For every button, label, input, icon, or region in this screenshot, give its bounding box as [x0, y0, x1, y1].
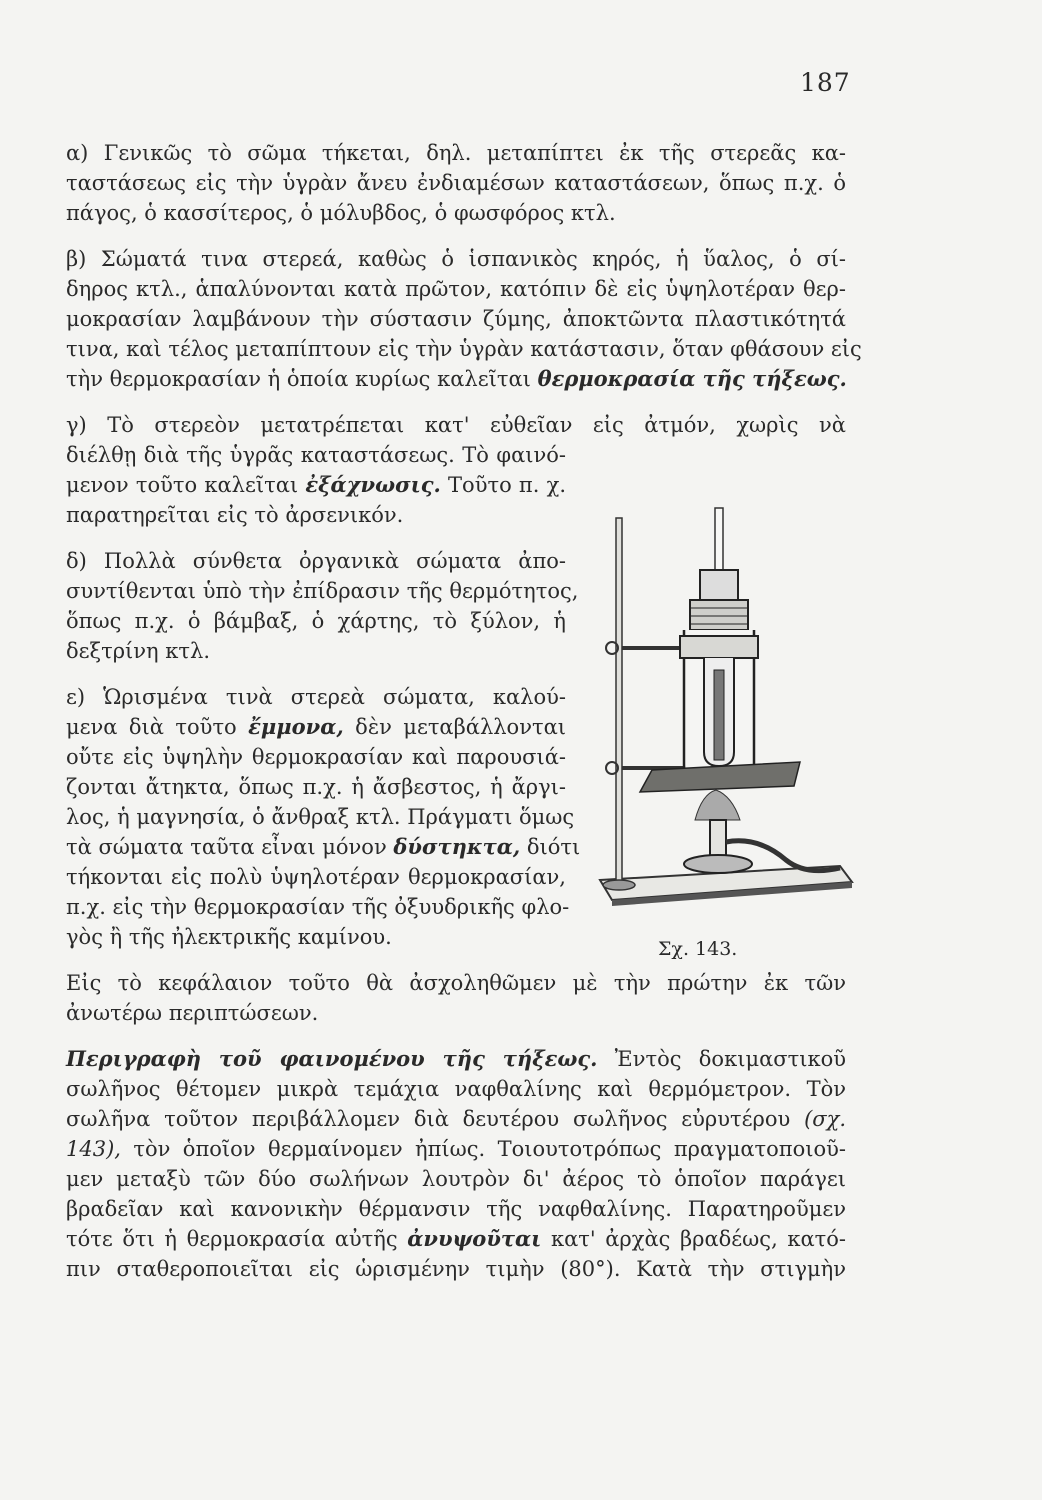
- text-line: [66, 1104, 846, 1134]
- text-line: δ) Πολλὰ σύνθετα ὀργανικὰ σώματα ἀπο-: [66, 549, 566, 573]
- text-segment: τὸν ὁποῖον θερμαίνομεν ἠπίως. Τοιουτοτρόπως πραγματοποιοῦ-: [133, 1137, 846, 1161]
- bunsen-burner: [684, 820, 840, 873]
- text-line: ὅπως π.χ. ὁ βάμβαξ, ὁ χάρτης, τὸ ξύλον, ἡ: [66, 609, 566, 633]
- text-segment: τὰ σώματα ταῦτα εἶναι μόνον: [66, 835, 387, 859]
- text-line: [66, 1044, 846, 1074]
- text-segment: τότε ὅτι ἡ θερμοκρασία αὐτῆς: [66, 1227, 398, 1251]
- section-heading: Περιγραφὴ τοῦ φαινομένου τῆς τήξεως.: [66, 1046, 598, 1071]
- text-line: παρατηρεῖται εἰς τὸ ἀρσενικόν.: [66, 503, 404, 527]
- text-line: τήκονται εἰς πολὺ ὑψηλοτέραν θερμοκρασίαν,: [66, 865, 566, 889]
- text-line: [66, 832, 581, 862]
- text-segment: διότι: [526, 835, 581, 859]
- text-line: ζονται ἄτηκτα, ὅπως π.χ. ἡ ἄσβεστος, ἡ ἄργι-: [66, 775, 566, 799]
- melting-apparatus-figure: [590, 490, 862, 930]
- text-line: διέλθῃ διὰ τῆς ὑγρᾶς καταστάσεως. Τὸ φαινό-: [66, 443, 566, 467]
- stopper: [690, 570, 748, 630]
- text-line: ταστάσεως εἰς τὴν ὑγρὰν ἄνευ ἐνδιαμέσων καταστάσεων, ὅπως π.χ. ὁ: [66, 171, 846, 195]
- text-segment: τὴν θερμοκρασίαν ἡ ὁποία κυρίως καλεῖται: [66, 367, 531, 391]
- text-line: συντίθενται ὑπὸ τὴν ἐπίδρασιν τῆς θερμότητος,: [66, 579, 579, 603]
- burner-flame: [695, 790, 740, 820]
- text-line: ε) Ὡρισμένα τινὰ στερεὰ σώματα, καλού-: [66, 685, 566, 709]
- text-line: β) Σώματά τινα στερεά, καθὼς ὁ ἱσπανικὸς κηρός, ἡ ὕαλος, ὁ σί-: [66, 247, 846, 271]
- text-segment: κατ' ἀρχὰς βραδέως, κατό-: [550, 1227, 846, 1251]
- text-line: μοκρασίαν λαμβάνουν τὴν σύστασιν ζύμης, ἀποκτῶντα πλαστικότητά: [66, 307, 846, 331]
- text-segment: μενα διὰ τοῦτο: [66, 715, 237, 739]
- text-line: [66, 364, 846, 394]
- text-line: δηρος κτλ., ἁπαλύνονται κατὰ πρῶτον, κατόπιν δὲ εἰς ὑψηλοτέραν θερ-: [66, 277, 846, 301]
- text-line: βραδεῖαν καὶ κανονικὴν θέρμανσιν τῆς ναφθαλίνης. Παρατηροῦμεν: [66, 1197, 846, 1221]
- text-segment: δὲν μεταβάλλονται: [355, 715, 566, 739]
- text-line: ἀνωτέρω περιπτώσεων.: [66, 1001, 319, 1025]
- text-line: γ) Τὸ στερεὸν μετατρέπεται κατ' εὐθεῖαν εἰς ἀτμόν, χωρὶς νὰ: [66, 413, 846, 437]
- emphasis-term: δύστηκτα,: [393, 834, 521, 859]
- text-line: [66, 470, 566, 500]
- emphasis-term: θερμοκρασία τῆς τήξεως.: [537, 366, 847, 391]
- inner-test-tube: [704, 658, 734, 766]
- text-line: δεξτρίνη κτλ.: [66, 639, 211, 663]
- text-line: πιν σταθεροποιεῖται εἰς ὡρισμένην τιμὴν (80°). Κατὰ τὴν στιγμὴν: [66, 1257, 846, 1281]
- emphasis-term: ἀνυψοῦται: [407, 1226, 542, 1251]
- text-line: πάγος, ὁ κασσίτερος, ὁ μόλυβδος, ὁ φωσφόρος κτλ.: [66, 201, 616, 225]
- text-line: σωλῆνος θέτομεν μικρὰ τεμάχια ναφθαλίνης καὶ θερμόμετρον. Τὸν: [66, 1077, 846, 1101]
- text-line: τινα, καὶ τέλος μεταπίπτουν εἰς τὴν ὑγρὰν κατάστασιν, ὅταν φθάσουν εἰς: [66, 337, 862, 361]
- text-line: μεν μεταξὺ τῶν δύο σωλήνων λουτρὸν δι' ἀέρος τὸ ὁποῖον παράγει: [66, 1167, 846, 1191]
- text-line: π.χ. εἰς τὴν θερμοκρασίαν τῆς ὀξυυδρικῆς φλο-: [66, 895, 570, 919]
- text-line: [66, 1224, 846, 1254]
- text-segment: Τοῦτο π. χ.: [448, 473, 566, 497]
- stand-rod: [603, 518, 635, 890]
- figure-caption: Σχ. 143.: [658, 938, 738, 960]
- text-line: οὔτε εἰς ὑψηλὴν θερμοκρασίαν καὶ παρουσιά-: [66, 745, 566, 769]
- text-segment: μενον τοῦτο καλεῖται: [66, 473, 299, 497]
- text-line: [66, 1134, 846, 1164]
- text-line: [66, 712, 566, 742]
- figure-reference: 143),: [66, 1137, 121, 1161]
- text-segment: σωλῆνα τοῦτον περιβάλλομεν διὰ δευτέρου σωλῆνος εὐρυτέρου: [66, 1107, 791, 1131]
- figure-reference: (σχ.: [804, 1107, 846, 1131]
- text-line: α) Γενικῶς τὸ σῶμα τήκεται, δηλ. μεταπίπτει ἐκ τῆς στερεᾶς κα-: [66, 141, 846, 165]
- emphasis-term: ἔμμονα,: [248, 714, 344, 739]
- text-line: λος, ἡ μαγνησία, ὁ ἄνθραξ κτλ. Πράγματι ὅμως: [66, 805, 575, 829]
- text-segment: Ἐντὸς δοκιμαστικοῦ: [614, 1047, 846, 1071]
- page-number: 187: [800, 68, 851, 97]
- emphasis-term: ἐξάχνωσις.: [305, 472, 441, 497]
- text-line: γὸς ἢ τῆς ἠλεκτρικῆς καμίνου.: [66, 925, 392, 949]
- text-line: Εἰς τὸ κεφάλαιον τοῦτο θὰ ἀσχοληθῶμεν μὲ τὴν πρώτην ἐκ τῶν: [66, 971, 846, 995]
